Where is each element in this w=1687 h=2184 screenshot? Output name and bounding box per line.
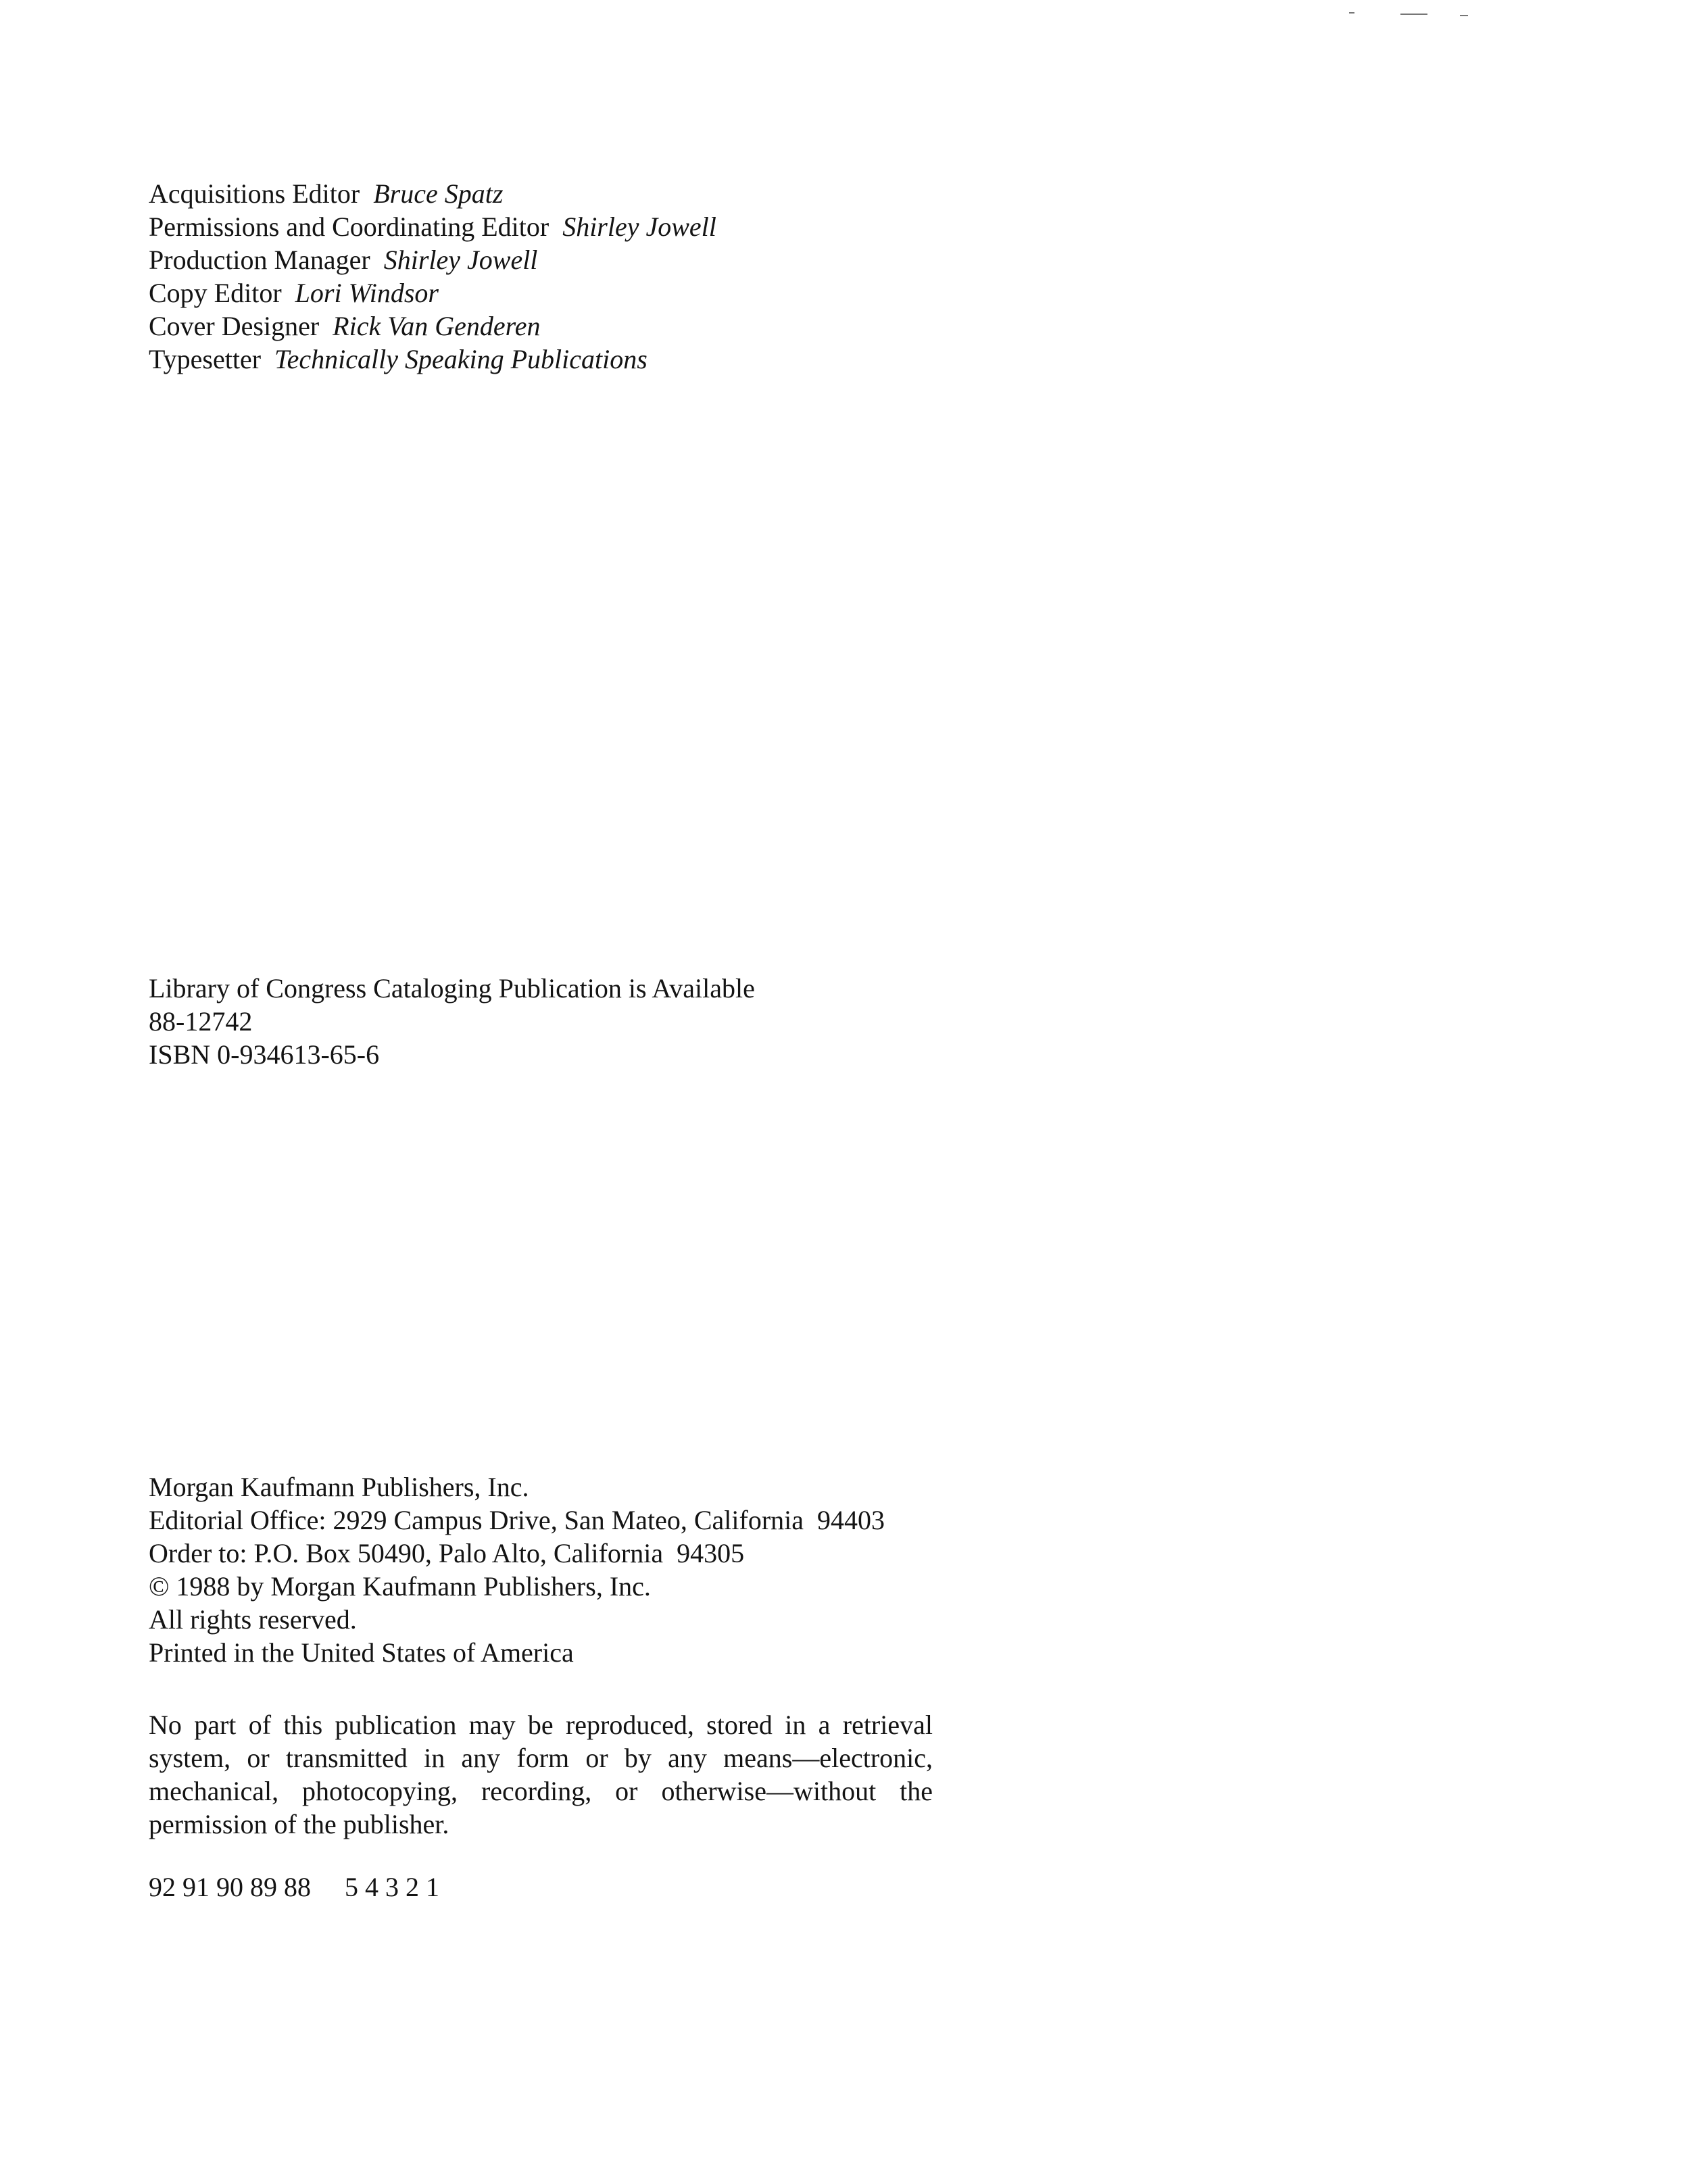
cataloging-block <box>149 972 755 1071</box>
credit-line <box>149 243 716 276</box>
credit-role: Acquisitions Editor <box>149 178 360 209</box>
scan-speck <box>1400 14 1427 15</box>
credit-role: Cover Designer <box>149 311 320 341</box>
printing-line: 92 91 90 89 88 5 4 3 2 1 <box>149 1872 439 1902</box>
scan-speck <box>1460 15 1468 16</box>
scan-speck <box>1349 12 1354 14</box>
printed-line: Printed in the United States of America <box>149 1637 574 1668</box>
isbn-number: ISBN 0-934613-65-6 <box>149 1039 380 1070</box>
publisher-block <box>149 1470 885 1669</box>
lccn-number: 88-12742 <box>149 1006 253 1037</box>
credit-role: Typesetter <box>149 344 262 374</box>
credit-line <box>149 177 716 210</box>
credit-name: Bruce Spatz <box>373 178 504 209</box>
credit-role: Production Manager <box>149 245 370 275</box>
credit-line <box>149 343 716 376</box>
credits-block <box>149 177 716 376</box>
reproduction-notice: No part of this publication may be reproduced, stored in a retrieval system, or transmitted in any form or by any means—electronic, mechanical, photocopying, recording, or otherwise—without the permission of the publisher. <box>149 1710 933 1839</box>
order-address: Order to: P.O. Box 50490, Palo Alto, California 94305 <box>149 1538 745 1568</box>
credit-line <box>149 276 716 309</box>
credit-line <box>149 309 716 343</box>
credit-name: Technically Speaking Publications <box>274 344 647 374</box>
credit-line <box>149 210 716 243</box>
publisher-name: Morgan Kaufmann Publishers, Inc. <box>149 1472 529 1502</box>
credit-name: Shirley Jowell <box>562 212 716 242</box>
editorial-office: Editorial Office: 2929 Campus Drive, San Mateo, California 94403 <box>149 1505 885 1535</box>
cataloging-statement: Library of Congress Cataloging Publication is Available <box>149 973 755 1003</box>
credit-name: Shirley Jowell <box>383 245 538 275</box>
copyright-line: © 1988 by Morgan Kaufmann Publishers, Inc. <box>149 1571 651 1602</box>
credit-name: Lori Windsor <box>295 278 439 308</box>
rights-line: All rights reserved. <box>149 1604 357 1635</box>
credit-role: Permissions and Coordinating Editor <box>149 212 549 242</box>
credit-role: Copy Editor <box>149 278 282 308</box>
credit-name: Rick Van Genderen <box>333 311 541 341</box>
